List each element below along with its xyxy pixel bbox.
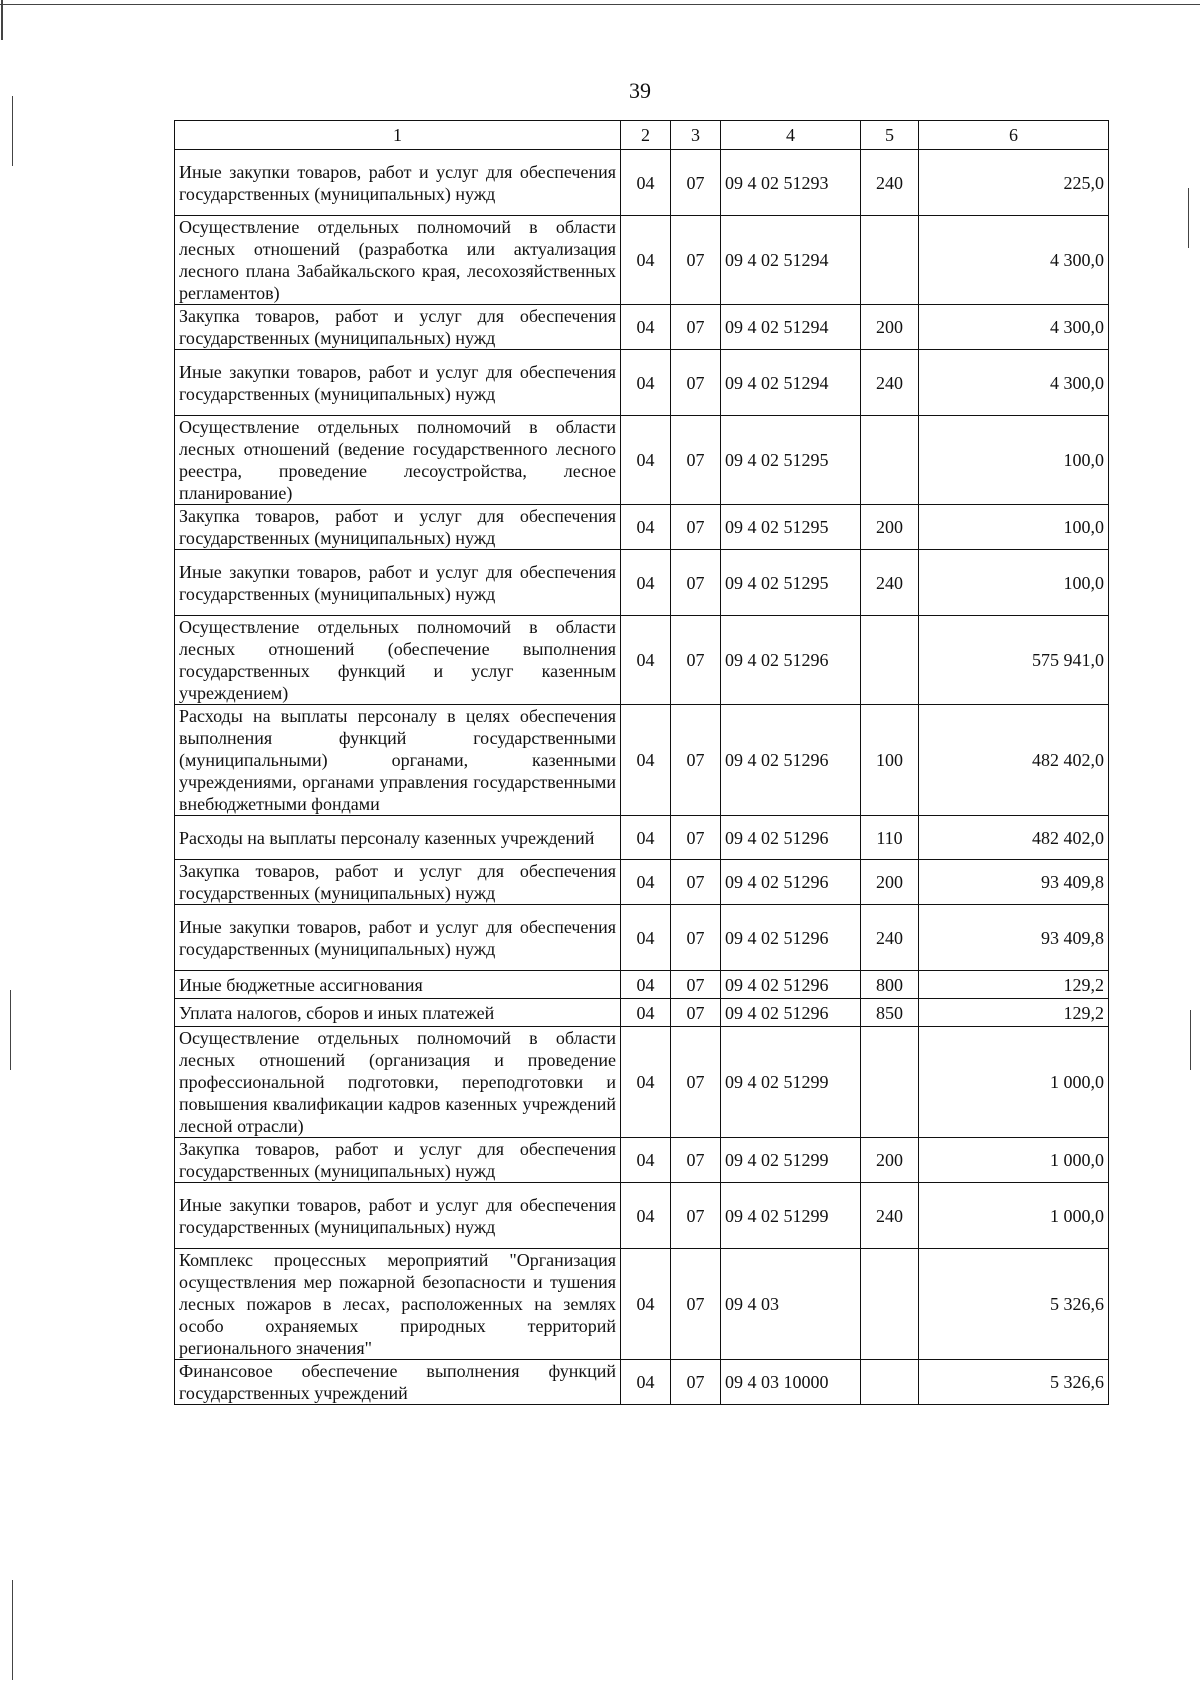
cell-section: 04 <box>621 816 671 860</box>
cell-expense-type <box>861 216 919 305</box>
cell-section: 04 <box>621 416 671 505</box>
cell-section: 04 <box>621 550 671 616</box>
cell-target-article: 09 4 02 51299 <box>721 1183 861 1249</box>
cell-name: Закупка товаров, работ и услуг для обеспечения государственных (муниципальных) нужд <box>175 305 621 350</box>
cell-amount: 482 402,0 <box>919 816 1109 860</box>
cell-amount: 93 409,8 <box>919 905 1109 971</box>
cell-name: Иные закупки товаров, работ и услуг для обеспечения государственных (муниципальных) нужд <box>175 905 621 971</box>
cell-name: Иные бюджетные ассигнования <box>175 971 621 999</box>
scan-mark-left-2 <box>10 990 11 1070</box>
table-row <box>175 1138 1109 1183</box>
table-body <box>175 150 1109 1405</box>
cell-subsection: 07 <box>671 416 721 505</box>
cell-amount: 1 000,0 <box>919 1027 1109 1138</box>
cell-target-article: 09 4 02 51296 <box>721 971 861 999</box>
cell-expense-type <box>861 416 919 505</box>
table-row <box>175 705 1109 816</box>
cell-expense-type: 240 <box>861 905 919 971</box>
cell-target-article: 09 4 02 51299 <box>721 1138 861 1183</box>
cell-name: Закупка товаров, работ и услуг для обеспечения государственных (муниципальных) нужд <box>175 860 621 905</box>
column-header-5: 5 <box>861 121 919 150</box>
cell-expense-type: 800 <box>861 971 919 999</box>
cell-name: Расходы на выплаты персоналу казенных учреждений <box>175 816 621 860</box>
table-row <box>175 150 1109 216</box>
column-header-6: 6 <box>919 121 1109 150</box>
cell-expense-type: 240 <box>861 550 919 616</box>
cell-target-article: 09 4 02 51296 <box>721 905 861 971</box>
cell-amount: 100,0 <box>919 505 1109 550</box>
cell-section: 04 <box>621 999 671 1027</box>
cell-target-article: 09 4 02 51294 <box>721 305 861 350</box>
column-header-1: 1 <box>175 121 621 150</box>
scan-mark-left-1 <box>12 96 13 166</box>
cell-amount: 129,2 <box>919 971 1109 999</box>
cell-section: 04 <box>621 616 671 705</box>
column-header-4: 4 <box>721 121 861 150</box>
cell-section: 04 <box>621 150 671 216</box>
cell-section: 04 <box>621 216 671 305</box>
cell-expense-type <box>861 1027 919 1138</box>
cell-amount: 129,2 <box>919 999 1109 1027</box>
table-row <box>175 1249 1109 1360</box>
cell-amount: 100,0 <box>919 550 1109 616</box>
table-row <box>175 860 1109 905</box>
cell-name: Расходы на выплаты персоналу в целях обеспечения выполнения функций государственными (муниципальными) органами, казенными учреждениями, органами управления государственными внебюджетными фондами <box>175 705 621 816</box>
cell-expense-type: 240 <box>861 150 919 216</box>
cell-subsection: 07 <box>671 860 721 905</box>
scan-mark-left-3 <box>12 1580 13 1680</box>
cell-amount: 4 300,0 <box>919 350 1109 416</box>
cell-subsection: 07 <box>671 616 721 705</box>
cell-name: Финансовое обеспечение выполнения функций государственных учреждений <box>175 1360 621 1405</box>
cell-section: 04 <box>621 1249 671 1360</box>
cell-expense-type <box>861 616 919 705</box>
cell-section: 04 <box>621 905 671 971</box>
cell-subsection: 07 <box>671 1027 721 1138</box>
cell-name: Осуществление отдельных полномочий в области лесных отношений (организация и проведение профессиональной подготовки, переподготовки и повышения квалификации кадров казенных учреждений лесной отрасли) <box>175 1027 621 1138</box>
cell-section: 04 <box>621 971 671 999</box>
cell-expense-type: 200 <box>861 860 919 905</box>
cell-target-article: 09 4 02 51295 <box>721 550 861 616</box>
cell-subsection: 07 <box>671 999 721 1027</box>
cell-target-article: 09 4 02 51293 <box>721 150 861 216</box>
cell-expense-type <box>861 1360 919 1405</box>
cell-section: 04 <box>621 1138 671 1183</box>
cell-name: Иные закупки товаров, работ и услуг для обеспечения государственных (муниципальных) нужд <box>175 550 621 616</box>
table-row <box>175 816 1109 860</box>
cell-subsection: 07 <box>671 1360 721 1405</box>
table-row <box>175 1027 1109 1138</box>
cell-name: Уплата налогов, сборов и иных платежей <box>175 999 621 1027</box>
cell-name: Иные закупки товаров, работ и услуг для обеспечения государственных (муниципальных) нужд <box>175 350 621 416</box>
column-header-3: 3 <box>671 121 721 150</box>
table-row <box>175 216 1109 305</box>
cell-subsection: 07 <box>671 505 721 550</box>
table-row <box>175 1360 1109 1405</box>
scan-mark-right-1 <box>1188 188 1189 248</box>
table-row <box>175 505 1109 550</box>
cell-amount: 482 402,0 <box>919 705 1109 816</box>
cell-expense-type: 100 <box>861 705 919 816</box>
cell-expense-type: 240 <box>861 1183 919 1249</box>
scan-edge-left <box>1 0 3 40</box>
cell-expense-type: 110 <box>861 816 919 860</box>
cell-amount: 1 000,0 <box>919 1183 1109 1249</box>
budget-table <box>174 120 1109 1405</box>
cell-section: 04 <box>621 860 671 905</box>
cell-expense-type: 200 <box>861 305 919 350</box>
cell-name: Осуществление отдельных полномочий в области лесных отношений (разработка или актуализация лесного плана Забайкальского края, лесохозяйственных регламентов) <box>175 216 621 305</box>
page-number: 39 <box>629 78 651 103</box>
cell-amount: 5 326,6 <box>919 1360 1109 1405</box>
cell-section: 04 <box>621 1183 671 1249</box>
cell-target-article: 09 4 02 51296 <box>721 999 861 1027</box>
cell-target-article: 09 4 02 51295 <box>721 505 861 550</box>
cell-target-article: 09 4 02 51296 <box>721 616 861 705</box>
cell-name: Осуществление отдельных полномочий в области лесных отношений (обеспечение выполнения государственных функций и услуг казенным учреждением) <box>175 616 621 705</box>
cell-section: 04 <box>621 305 671 350</box>
table-row <box>175 350 1109 416</box>
cell-expense-type <box>861 1249 919 1360</box>
cell-amount: 225,0 <box>919 150 1109 216</box>
cell-subsection: 07 <box>671 1138 721 1183</box>
cell-subsection: 07 <box>671 216 721 305</box>
cell-target-article: 09 4 02 51294 <box>721 216 861 305</box>
table-row <box>175 971 1109 999</box>
table-header-row <box>175 121 1109 150</box>
table-row <box>175 999 1109 1027</box>
cell-subsection: 07 <box>671 150 721 216</box>
cell-expense-type: 240 <box>861 350 919 416</box>
cell-section: 04 <box>621 505 671 550</box>
cell-target-article: 09 4 03 10000 <box>721 1360 861 1405</box>
cell-subsection: 07 <box>671 971 721 999</box>
table-row <box>175 416 1109 505</box>
cell-expense-type: 200 <box>861 505 919 550</box>
table-row <box>175 905 1109 971</box>
cell-amount: 575 941,0 <box>919 616 1109 705</box>
cell-subsection: 07 <box>671 816 721 860</box>
scan-edge-top <box>0 4 1200 5</box>
table-row <box>175 305 1109 350</box>
cell-target-article: 09 4 02 51296 <box>721 705 861 816</box>
cell-amount: 5 326,6 <box>919 1249 1109 1360</box>
cell-name: Иные закупки товаров, работ и услуг для обеспечения государственных (муниципальных) нужд <box>175 150 621 216</box>
table-row <box>175 550 1109 616</box>
cell-amount: 4 300,0 <box>919 305 1109 350</box>
cell-section: 04 <box>621 1360 671 1405</box>
cell-amount: 100,0 <box>919 416 1109 505</box>
scan-mark-right-2 <box>1190 1010 1191 1070</box>
cell-subsection: 07 <box>671 1183 721 1249</box>
column-header-2: 2 <box>621 121 671 150</box>
cell-name: Закупка товаров, работ и услуг для обеспечения государственных (муниципальных) нужд <box>175 505 621 550</box>
cell-subsection: 07 <box>671 350 721 416</box>
cell-name: Комплекс процессных мероприятий "Организация осуществления мер пожарной безопасности и тушения лесных пожаров в лесах, расположенных на землях особо охраняемых природных территорий регионального значения" <box>175 1249 621 1360</box>
cell-name: Осуществление отдельных полномочий в области лесных отношений (ведение государственного лесного реестра, проведение лесоустройства, лесное планирование) <box>175 416 621 505</box>
cell-subsection: 07 <box>671 1249 721 1360</box>
cell-amount: 4 300,0 <box>919 216 1109 305</box>
cell-subsection: 07 <box>671 705 721 816</box>
cell-target-article: 09 4 02 51294 <box>721 350 861 416</box>
cell-amount: 93 409,8 <box>919 860 1109 905</box>
cell-name: Закупка товаров, работ и услуг для обеспечения государственных (муниципальных) нужд <box>175 1138 621 1183</box>
cell-target-article: 09 4 02 51296 <box>721 816 861 860</box>
cell-section: 04 <box>621 1027 671 1138</box>
cell-target-article: 09 4 02 51295 <box>721 416 861 505</box>
cell-amount: 1 000,0 <box>919 1138 1109 1183</box>
cell-section: 04 <box>621 350 671 416</box>
cell-expense-type: 850 <box>861 999 919 1027</box>
table-row <box>175 1183 1109 1249</box>
cell-subsection: 07 <box>671 305 721 350</box>
cell-name: Иные закупки товаров, работ и услуг для обеспечения государственных (муниципальных) нужд <box>175 1183 621 1249</box>
cell-section: 04 <box>621 705 671 816</box>
table-row <box>175 616 1109 705</box>
cell-subsection: 07 <box>671 905 721 971</box>
cell-target-article: 09 4 02 51296 <box>721 860 861 905</box>
cell-subsection: 07 <box>671 550 721 616</box>
cell-expense-type: 200 <box>861 1138 919 1183</box>
cell-target-article: 09 4 03 <box>721 1249 861 1360</box>
cell-target-article: 09 4 02 51299 <box>721 1027 861 1138</box>
